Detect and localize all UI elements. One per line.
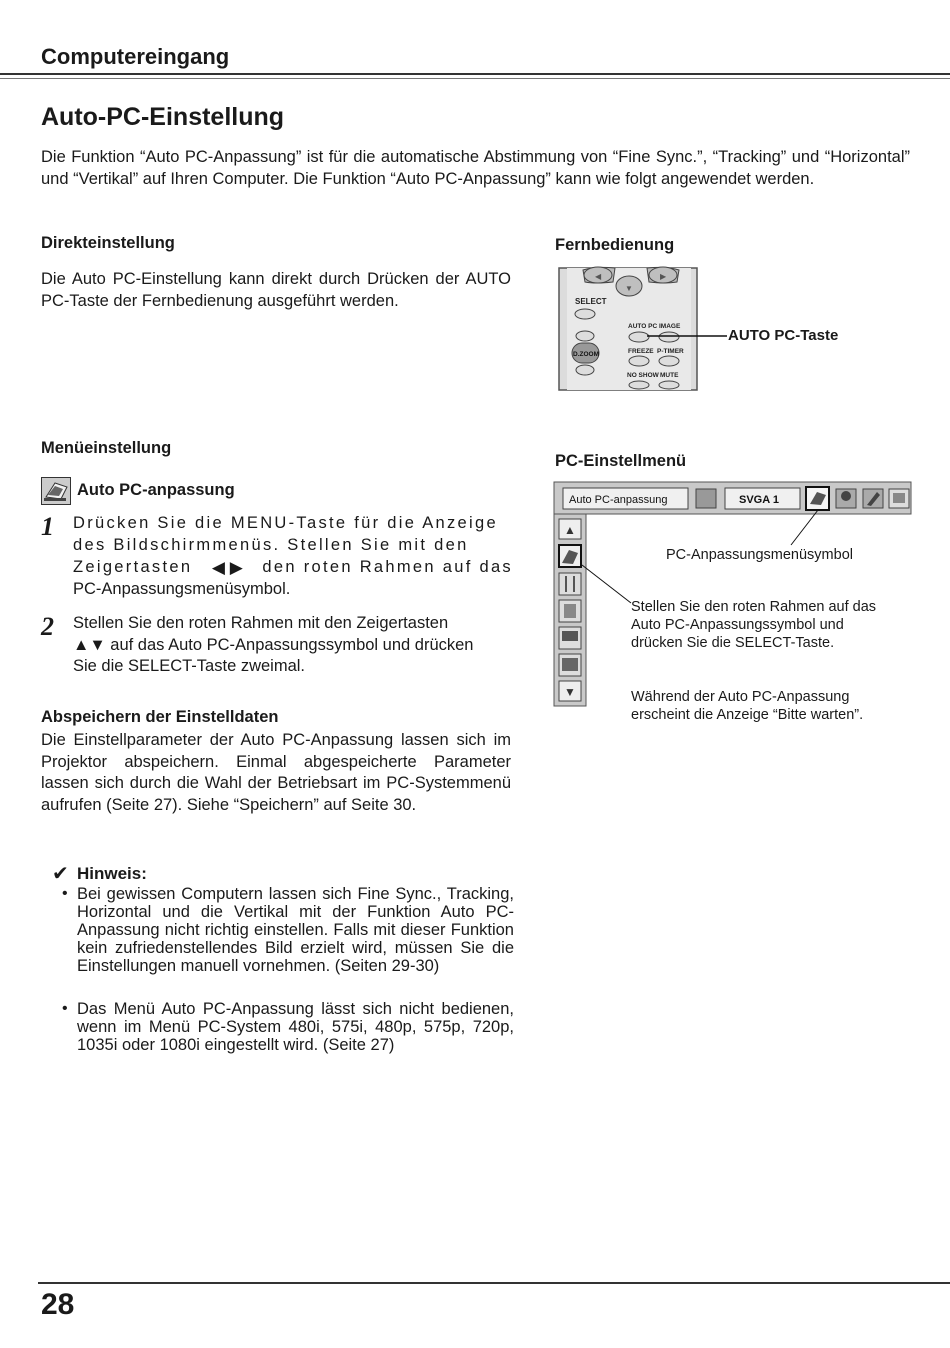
direct-text: Die Auto PC-Einstellung kann direkt durch Drücken der AUTO PC-Taste der Fernbedienung ausgeführt werden.	[41, 270, 511, 310]
autopc-label: AUTO PC	[628, 323, 658, 330]
menu-title-text: Auto PC-anpassung	[569, 494, 668, 506]
freeze-label: FREEZE	[628, 348, 654, 355]
select-label: SELECT	[575, 297, 607, 306]
svg-text:▲: ▲	[564, 523, 576, 537]
step1-line1: Drücken Sie die MENU-Taste für die Anzeige	[73, 514, 498, 532]
svg-text:▼: ▼	[625, 284, 633, 293]
menu-mode-icon	[696, 489, 716, 508]
note-title: Hinweis:	[77, 864, 147, 883]
dzoom-label: D.ZOOM	[573, 351, 599, 358]
ptimer-button	[659, 356, 679, 366]
save-heading: Abspeichern der Einstelldaten	[41, 708, 279, 726]
pc-adjust-icon	[41, 477, 71, 505]
bullet-marker: •	[62, 1000, 68, 1017]
svga-text: SVGA 1	[739, 494, 779, 506]
step1-line3	[73, 557, 513, 579]
check-icon: ✔	[52, 863, 69, 885]
autopc-button	[629, 332, 649, 342]
header-rule	[0, 73, 950, 75]
step1-line4: PC-Anpassungsmenüsymbol.	[73, 580, 291, 598]
bullet-marker: •	[62, 885, 68, 902]
step1-line2: des Bildschirmmenüs. Stellen Sie mit den	[73, 536, 469, 554]
section-header: Computereingang	[41, 44, 230, 69]
svg-text:◀: ◀	[595, 272, 602, 281]
menu-heading: Menüeinstellung	[41, 439, 172, 457]
icon-callout: PC-Anpassungsmenüsymbol	[666, 547, 853, 563]
select-callout: Stellen Sie den roten Rahmen auf das Auto PC-Anpassungssymbol und drücken Sie die SELECT-Taste.	[631, 599, 877, 651]
pc-adjust-label: Auto PC-anpassung	[77, 481, 235, 499]
step2-line2	[73, 635, 473, 657]
note-bullet-2: Das Menü Auto PC-Anpassung lässt sich nicht bedienen, wenn im Menü PC-System 480i, 575i, 480p, 575p, 720p, 1035i oder 1080i eingestellt wird. (Seite 27)	[77, 1000, 514, 1054]
step2-line3: Sie die SELECT-Taste zweimal.	[73, 657, 306, 675]
direct-heading: Direkteinstellung	[41, 234, 175, 252]
ptimer-label: P-TIMER	[657, 348, 684, 355]
intro-paragraph: Die Funktion “Auto PC-Anpassung” ist für die automatische Abstimmung von “Fine Sync.”, “Tracking” und “Horizontal” und “Vertikal” auf Ihren Computer. Die Funktion “Auto PC-Anpassung” kann wie folgt angewendet werden.	[41, 148, 910, 188]
wait-callout: Während der Auto PC-Anpassung erscheint die Anzeige “Bitte warten”.	[631, 689, 864, 723]
page-title: Auto-PC-Einstellung	[41, 103, 285, 131]
icon-callout-line	[791, 510, 818, 545]
page-number: 28	[41, 1288, 75, 1321]
save-text: Die Einstellparameter der Auto PC-Anpassung lassen sich im Projektor abspeichern. Einmal abgespeicherte Parameter lassen sich durch die Wahl der Betriebsart im PC-Systemmenü aufrufen (Seite 27). Siehe “Speichern” auf Seite 30.	[41, 731, 511, 814]
step1-number: 1	[41, 512, 54, 541]
step2-line2-text: auf das Auto PC-Anpassungssymbol und drücken	[110, 636, 474, 654]
autopc-callout: AUTO PC-Taste	[728, 327, 839, 344]
up-down-arrows-icon: ▲▼	[73, 636, 106, 654]
select-button	[575, 309, 595, 319]
fine-sync-item	[559, 573, 581, 595]
left-right-arrows-icon: ◀ ▶	[211, 558, 243, 577]
svg-text:▼: ▼	[564, 685, 576, 699]
svg-text:▶: ▶	[660, 272, 667, 281]
step1-line3-a: Zeigertasten	[73, 558, 193, 576]
remote-heading: Fernbedienung	[555, 236, 675, 254]
header-rule-thin	[0, 78, 950, 79]
pcmenu-heading: PC-Einstellmenü	[555, 452, 687, 470]
step1-line3-b: den roten Rahmen auf das	[262, 558, 513, 576]
select-callout-line	[582, 565, 631, 603]
step2-line1: Stellen Sie den roten Rahmen mit den Zeigertasten	[73, 614, 449, 632]
step2-number: 2	[41, 612, 54, 641]
image-label: IMAGE	[659, 323, 681, 330]
footer-rule	[38, 1282, 950, 1284]
image-button	[659, 332, 679, 342]
mute-label: MUTE	[660, 372, 679, 379]
noshow-label: NO SHOW	[627, 372, 659, 379]
freeze-button	[629, 356, 649, 366]
note-bullet-1: Bei gewissen Computern lassen sich Fine Sync., Tracking, Horizontal und die Vertikal mit der Funktion Auto PC-Anpassung nicht richtig einstellen. Falls mit dieser Funktion kein zufriedenstellendes Bild erzielt wird, müssen Sie die Einstellungen manuell vornehmen. (Seiten 29-30)	[77, 885, 514, 975]
pc-menu-screenshot	[553, 481, 913, 713]
